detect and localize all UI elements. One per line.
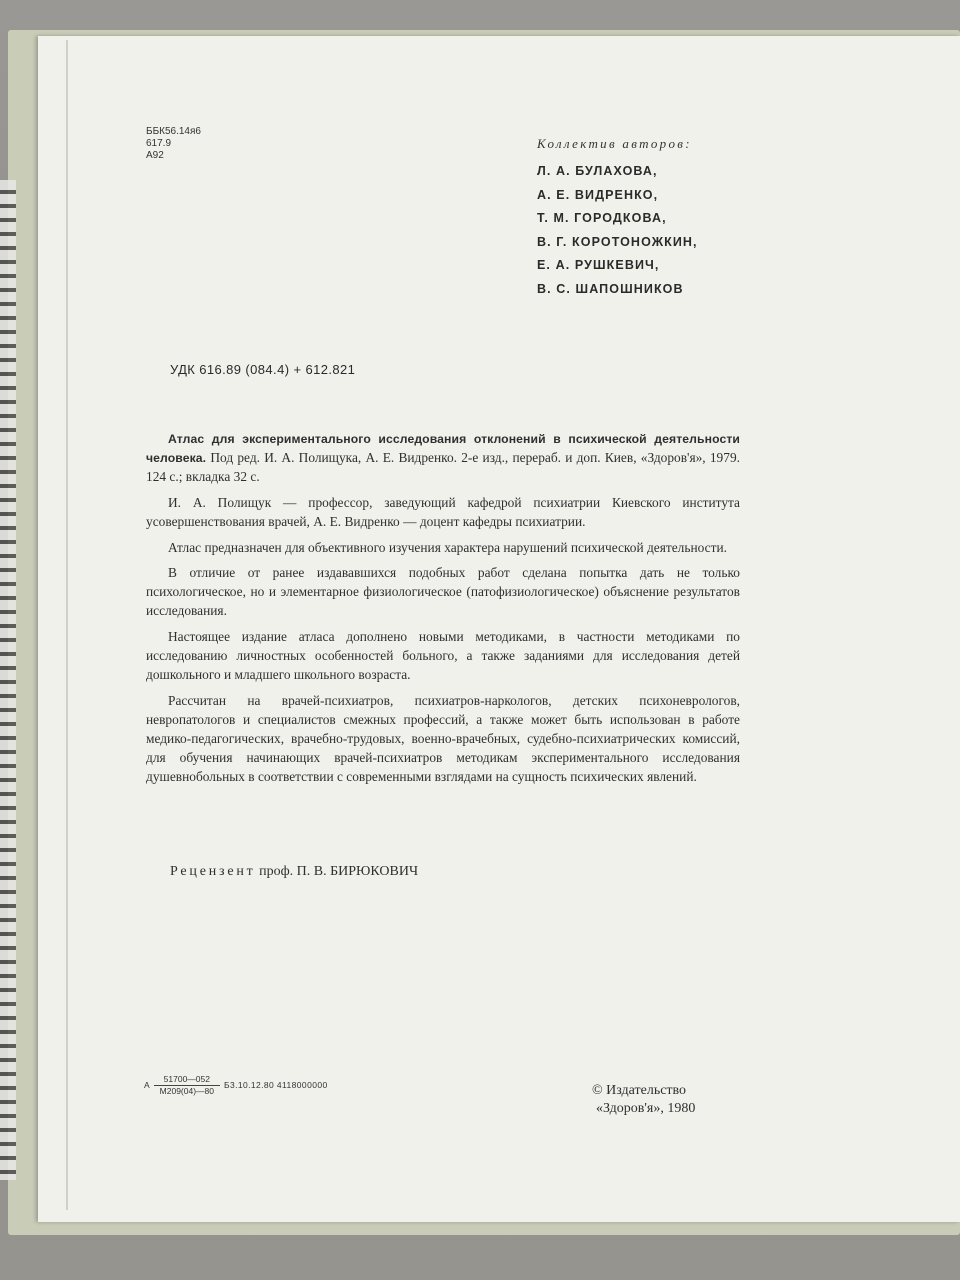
imprint-code — [144, 1074, 328, 1097]
annotation-paragraph: Настоящее издание атласа дополнено новыми методиками, в частности методиками по исследованию личностных особенностей больного, а также заданиями для исследования детей дошкольного и младшего школьного возраста. — [146, 629, 740, 682]
spiral-binding — [0, 180, 16, 1180]
authors-heading: Коллектив авторов: — [537, 136, 692, 151]
reviewer-label: Рецензент — [170, 864, 256, 879]
imprint-prefix: А — [144, 1080, 150, 1090]
annotation-paragraph: Рассчитан на врачей-психиатров, психиатров-наркологов, детских психоневрологов, невропатологов и специалистов смежных профессий, а также может быть использован в работе медико-педагогических, врачебно-трудовых, военно-врачебных, судебно-психиатрических комиссий, для обучения начинающих врачей-психиатров методикам экспериментального исследования душевнобольных в соответствии с современными взглядами на сущность психических явлений. — [146, 692, 740, 784]
annotation-paragraph: В отличие от ранее издававшихся подобных работ сделана попытка дать не только психологическое, но и элементарное физиологическое (патофизиологическое) объяснение результатов исследования. — [146, 565, 740, 619]
imprint-fraction — [154, 1074, 220, 1097]
annotation-paragraph: Атлас предназначен для объективного изучения характера нарушений психической деятельности. — [168, 539, 727, 555]
publisher-block — [592, 1082, 695, 1118]
annotation-text — [146, 430, 740, 793]
author-name: В. Г. КОРОТОНОЖКИН, — [537, 234, 698, 249]
reviewer-name: проф. П. В. БИРЮКОВИЧ — [259, 864, 419, 879]
bleed-through-shadow — [760, 296, 960, 896]
annotation-paragraph: И. А. Полищук — профессор, заведующий кафедрой психиатрии Киевского института усовершенствования врачей, А. Е. Видренко — доцент кафедры психиатрии. — [146, 494, 740, 529]
classification-line: ББК56.14я6 — [146, 126, 201, 137]
book-title: Атлас для экспериментального исследования отклонений в психической деятельности человека. — [146, 432, 740, 465]
author-name: В. С. ШАПОШНИКОВ — [537, 281, 684, 296]
classification-line: 617.9 — [146, 138, 172, 149]
author-name: Е. А. РУШКЕВИЧ, — [537, 258, 660, 272]
publisher-line: «Здоров'я», 1980 — [596, 1101, 696, 1116]
imprint-numerator: 51700—052 — [154, 1074, 220, 1086]
annotation-title-paragraph — [146, 430, 740, 487]
reviewer-line — [170, 864, 418, 880]
author-name: А. Е. ВИДРЕНКО, — [537, 187, 659, 202]
authors-block — [537, 136, 698, 301]
bibliographic-details: Под ред. И. А. Полищука, А. Е. Видренко. 2-е изд., перераб. и доп. Киев, «Здоров'я», 1979. 124 с.; вкладка 32 с. — [146, 449, 740, 484]
author-name: Т. М. ГОРОДКОВА, — [537, 211, 667, 225]
publisher-line: © Издательство — [592, 1083, 687, 1098]
page-edge-line — [66, 40, 68, 1210]
classification-codes — [146, 126, 201, 162]
author-name: Л. А. БУЛАХОВА, — [537, 164, 658, 178]
classification-line: А92 — [146, 150, 164, 161]
imprint-rest: Б3.10.12.80 4118000000 — [224, 1080, 328, 1090]
udk-code: УДК 616.89 (084.4) + 612.821 — [170, 362, 356, 377]
imprint-denominator: М209(04)—80 — [159, 1086, 215, 1096]
